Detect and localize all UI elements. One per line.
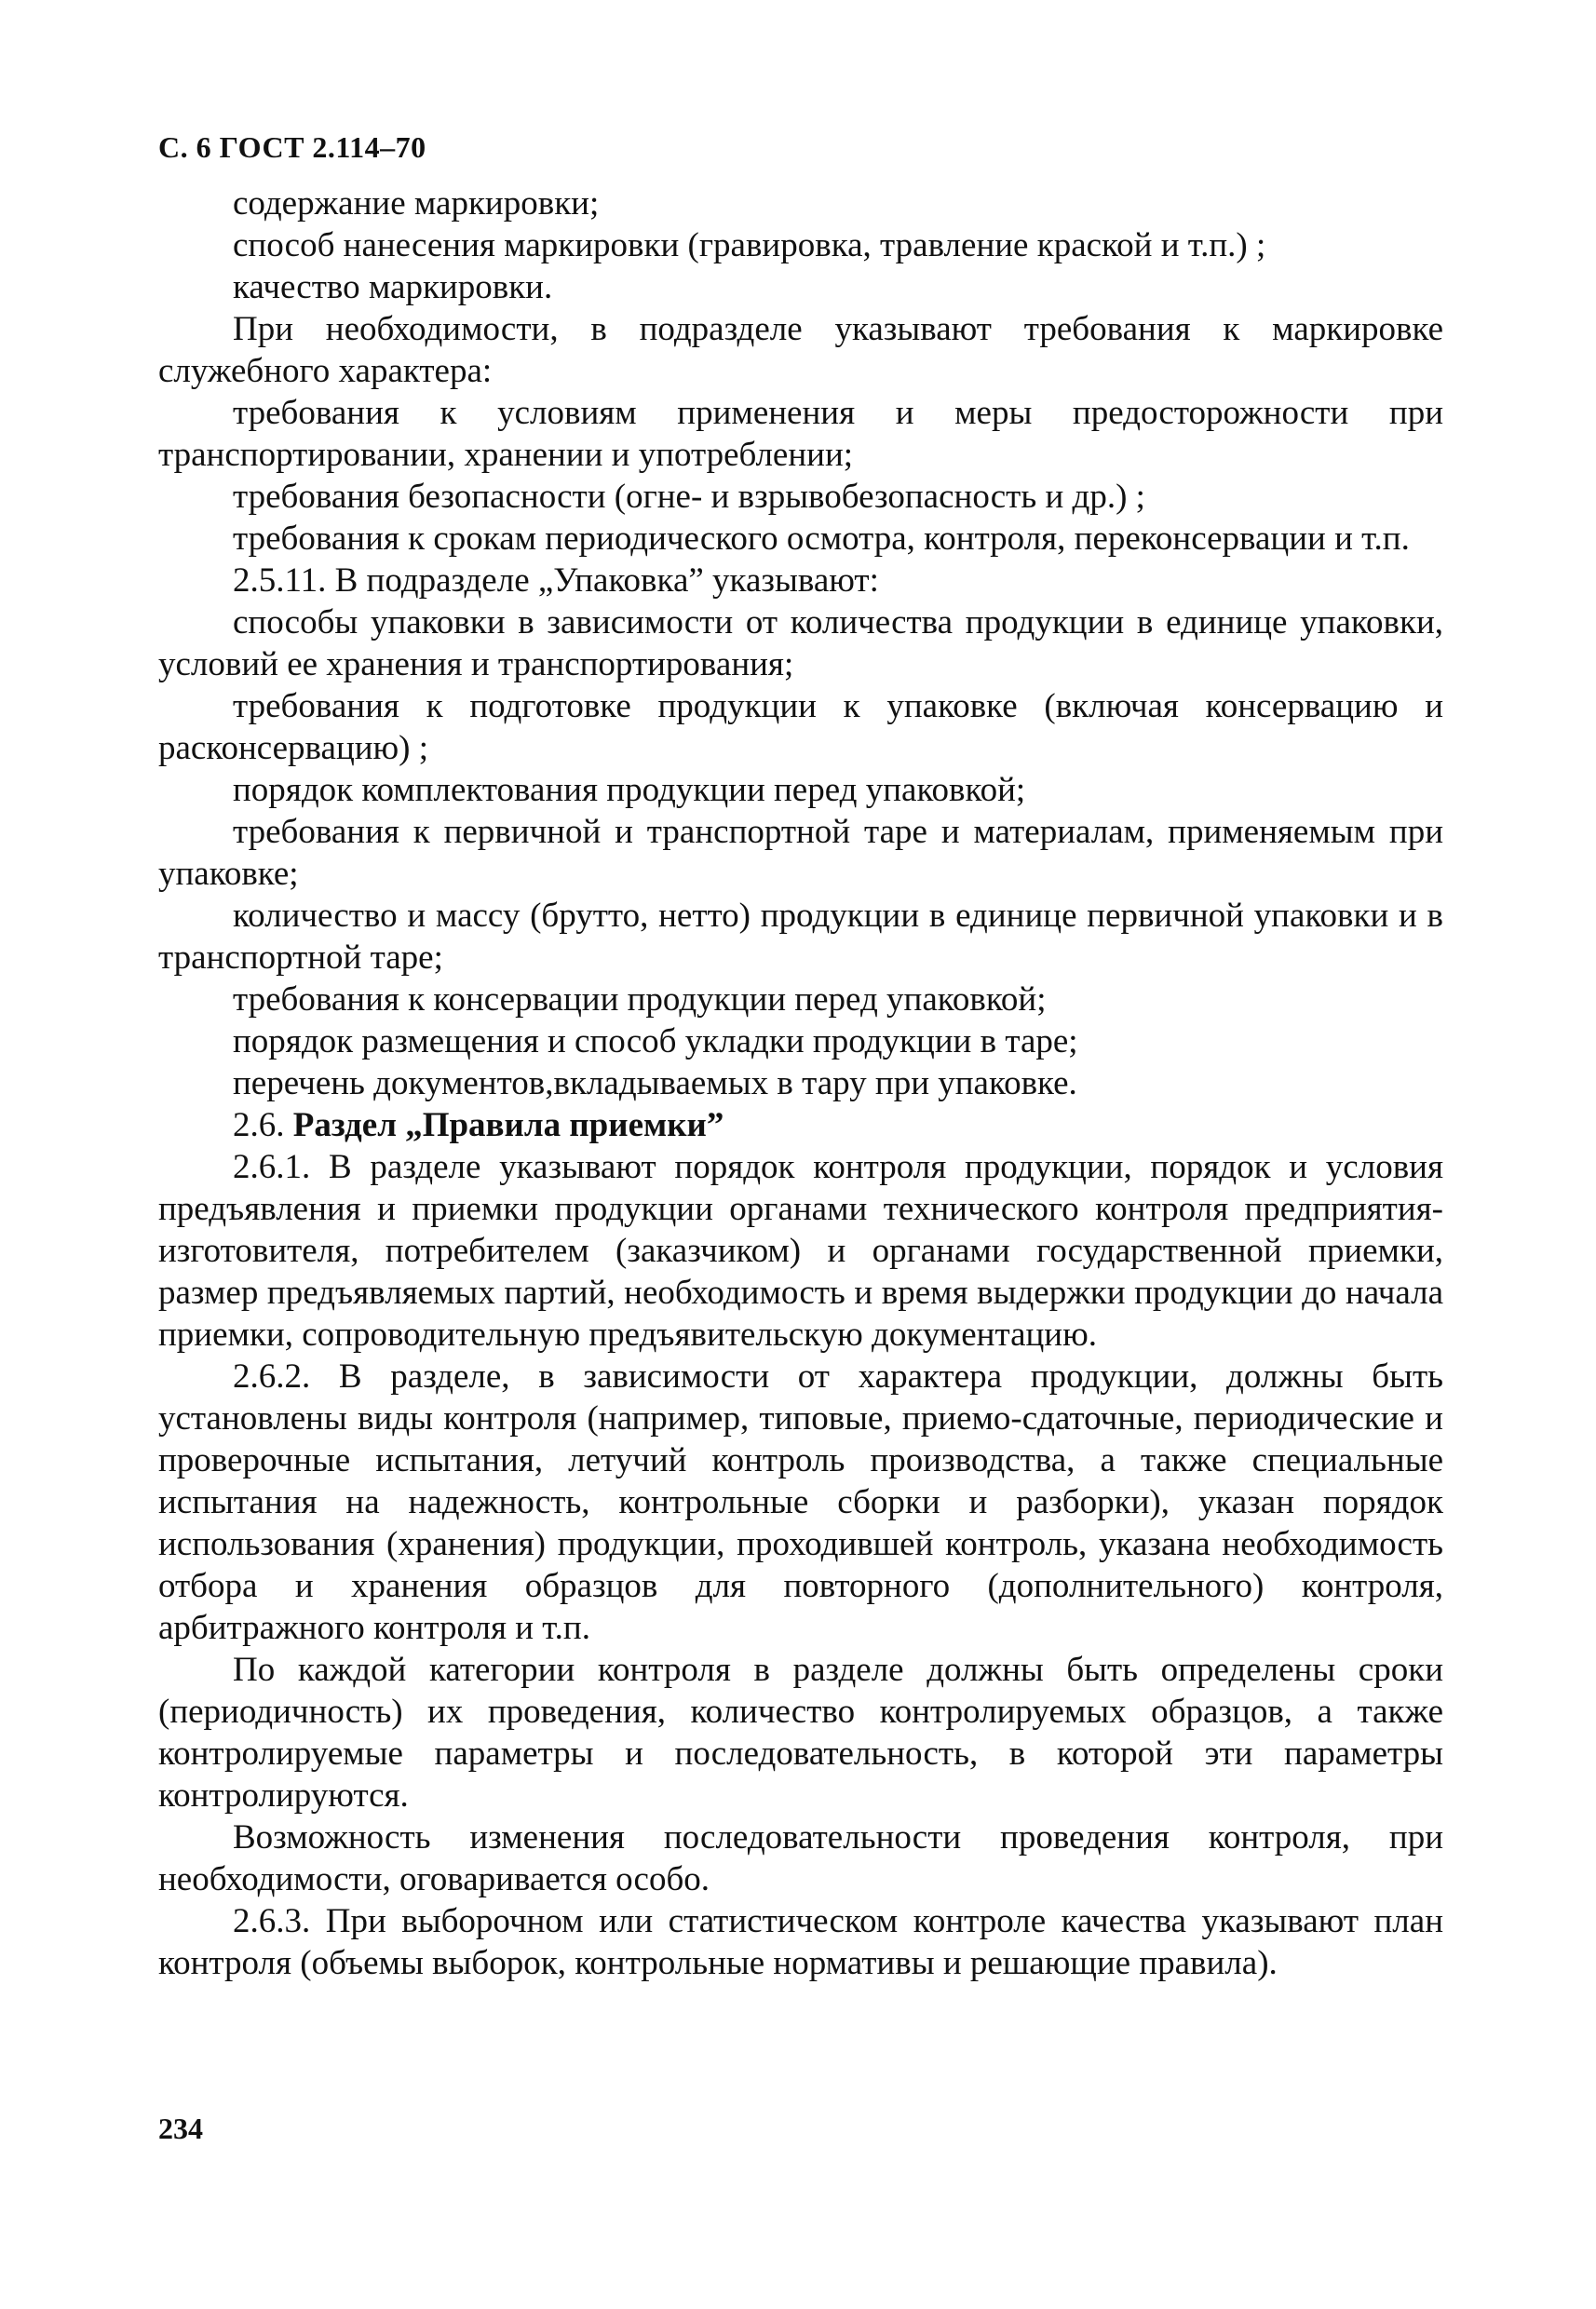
paragraph: требования к условиям применения и меры предосторожности при транспортировании, хранении и употреблении; (158, 394, 1443, 474)
document-body (158, 182, 1443, 1984)
page-header: С. 6 ГОСТ 2.114–70 (158, 130, 426, 164)
paragraph: требования к первичной и транспортной таре и материалам, применяемым при упаковке; (158, 813, 1443, 893)
paragraph: способы упаковки в зависимости от количества продукции в единице упаковки, условий ее хранения и транспортирования; (158, 603, 1443, 683)
paragraph: перечень документов,вкладываемых в тару при упаковке. (233, 1064, 1077, 1102)
paragraph: 2.6.1. В разделе указывают порядок контроля продукции, порядок и условия предъявления и приемки продукции органами технического контроля предприятия-изготовителя, потребителем (заказчиком) и органами государственной приемки, размер предъявляемых партий, необходимость и время выдержки продукции до начала приемки, сопроводительную предъявительскую документацию. (158, 1148, 1443, 1354)
paragraph: Возможность изменения последовательности проведения контроля, при необходимости, оговаривается особо. (158, 1818, 1443, 1898)
paragraph: При необходимости, в подразделе указывают требования к маркировке служебного характера: (158, 310, 1443, 390)
section-heading (158, 1104, 1443, 1146)
paragraph: требования к подготовке продукции к упаковке (включая консервацию и расконсервацию) ; (158, 687, 1443, 767)
page-number: 234 (158, 2112, 203, 2145)
paragraph: способ нанесения маркировки (гравировка, травление краской и т.п.) ; (233, 226, 1266, 264)
paragraph: 2.6.2. В разделе, в зависимости от характера продукции, должны быть установлены виды контроля (например, типовые, приемо-сдаточные, периодические и проверочные испытания, летучий контроль производства, а также специальные испытания на надежность, контрольные сборки и разборки), указан порядок использования (хранения) продукции, проходившей контроль, указана необходимость отбора и хранения образцов для повторного (дополнительного) контроля, арбитражного контроля и т.п. (158, 1357, 1443, 1647)
paragraph: 2.5.11. В подразделе „Упаковка” указывают: (233, 561, 879, 600)
paragraph: требования к консервации продукции перед упаковкой; (233, 980, 1047, 1019)
paragraph: требования к срокам периодического осмотра, контроля, переконсервации и т.п. (233, 520, 1410, 558)
paragraph: 2.6.3. При выборочном или статистическом контроле качества указывают план контроля (объемы выборок, контрольные нормативы и решающие правила). (158, 1902, 1443, 1982)
section-title: Раздел „Правила приемки” (292, 1106, 724, 1144)
paragraph: требования безопасности (огне- и взрывобезопасность и др.) ; (233, 478, 1145, 516)
paragraph: По каждой категории контроля в разделе должны быть определены сроки (периодичность) их проведения, количество контролируемых образцов, а также контролируемые параметры и последовательность, в которой эти параметры контролируются. (158, 1651, 1443, 1815)
section-number: 2.6. (233, 1106, 285, 1144)
paragraph: количество и массу (брутто, нетто) продукции в единице первичной упаковки и в транспортной таре; (158, 897, 1443, 977)
paragraph: содержание маркировки; (233, 184, 600, 223)
paragraph: качество маркировки. (233, 268, 553, 306)
paragraph: порядок размещения и способ укладки продукции в таре; (233, 1022, 1078, 1060)
paragraph: порядок комплектования продукции перед упаковкой; (233, 771, 1026, 809)
document-page (158, 0, 1443, 2309)
